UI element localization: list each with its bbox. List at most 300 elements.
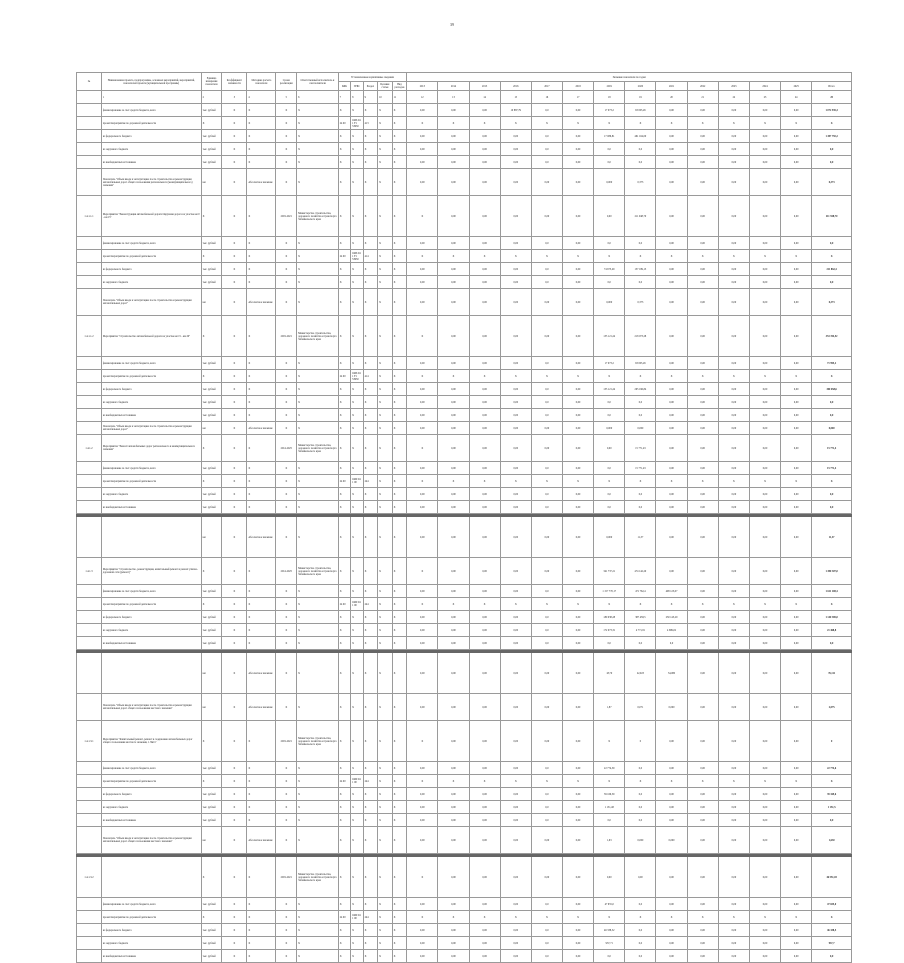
unit-cell: X xyxy=(201,435,222,462)
year-value-cell: 0,00 xyxy=(563,501,594,514)
year-value-cell: 0,00 xyxy=(407,422,438,435)
period-cell: X xyxy=(276,762,297,775)
year-value-cell: 0,00 xyxy=(438,435,469,462)
year-value-cell: X xyxy=(594,721,625,762)
year-value-cell: X xyxy=(438,117,469,130)
basis-cell: X xyxy=(378,435,393,462)
basis-cell: X xyxy=(378,156,393,169)
year-value-cell: 0,00 xyxy=(531,721,562,762)
header-year: 2022 xyxy=(687,82,718,91)
header-year: 2016 xyxy=(500,82,531,91)
year-value-cell: 0,00 xyxy=(656,237,687,250)
year-value-cell: 0,00 xyxy=(500,721,531,762)
year-value-cell: 0,00 xyxy=(407,156,438,169)
year-value-cell: X xyxy=(407,316,438,357)
header-period: Сроки реализации xyxy=(276,73,297,91)
year-value-cell: 0,00 xyxy=(718,801,749,814)
coef-cell: X xyxy=(222,517,247,558)
year-value-cell: 0,00 xyxy=(656,488,687,501)
year-value-cell: 0,00 xyxy=(718,517,749,558)
year-value-cell: 0,00 xyxy=(749,558,780,585)
year-value-cell: 0,00 xyxy=(438,196,469,237)
year-value-cell: 0,00 xyxy=(500,611,531,624)
year-value-cell: 0,00 xyxy=(500,488,531,501)
year-value-cell: 0,00 xyxy=(781,637,812,650)
basis-cell: X xyxy=(363,316,378,357)
table-row xyxy=(77,143,852,156)
year-value-cell: 14 xyxy=(469,91,500,104)
responsible-cell: X xyxy=(297,653,339,694)
year-value-cell: X xyxy=(500,775,531,788)
period-cell: X xyxy=(276,788,297,801)
method-cell: Абсолютное значение xyxy=(247,422,276,435)
year-value-cell: 0,00 xyxy=(656,898,687,911)
year-value-cell: 0,0 xyxy=(531,383,562,396)
year-value-cell: 0,00 xyxy=(563,409,594,422)
total-cell: X xyxy=(812,475,852,488)
table-row xyxy=(77,517,852,558)
unit-cell: тыс. рублей xyxy=(201,501,222,514)
year-value-cell: X xyxy=(531,475,562,488)
basis-cell: X xyxy=(351,237,363,250)
year-value-cell: 0,00 xyxy=(500,637,531,650)
total-cell: 300 658,6 xyxy=(812,383,852,396)
unit-cell: тыс. рублей xyxy=(201,814,222,827)
table-row xyxy=(77,130,852,143)
total-cell: 0,0 xyxy=(812,488,852,501)
year-value-cell: 0,00 xyxy=(407,611,438,624)
header-sub-col: ГРБС xyxy=(351,82,363,91)
period-cell: X xyxy=(276,775,297,788)
table-row xyxy=(77,169,852,196)
coef-cell: X xyxy=(222,276,247,289)
unit-cell: тыс. рублей xyxy=(201,409,222,422)
year-value-cell: 0,00 xyxy=(563,801,594,814)
year-value-cell: 0,00 xyxy=(749,827,780,854)
year-value-cell: 0,00 xyxy=(781,276,812,289)
row-name-cell: финансирование за счет средств бюджета, всего xyxy=(101,462,201,475)
year-value-cell: 0,00 xyxy=(749,422,780,435)
basis-cell: X xyxy=(392,383,407,396)
year-value-cell: 0,00 xyxy=(656,937,687,950)
year-value-cell: 0,00 xyxy=(469,396,500,409)
year-value-cell: 0,00 xyxy=(438,924,469,937)
basis-cell: X xyxy=(338,289,350,316)
year-value-cell: 0,00 xyxy=(718,937,749,950)
basis-cell: X xyxy=(392,156,407,169)
year-value-cell: 0,00 xyxy=(438,169,469,196)
year-value-cell: 0,00 xyxy=(687,653,718,694)
total-cell: 0,0 xyxy=(812,237,852,250)
year-value-cell: 18 xyxy=(594,91,625,104)
year-value-cell: 0,00 xyxy=(687,801,718,814)
year-value-cell: 0,00 xyxy=(687,104,718,117)
basis-cell: X xyxy=(378,911,393,924)
unit-cell: тыс. рублей xyxy=(201,788,222,801)
table-row xyxy=(77,488,852,501)
year-value-cell: 0,00 xyxy=(749,801,780,814)
total-cell: X xyxy=(812,598,852,611)
coef-cell: X xyxy=(222,801,247,814)
header-sub-col: Вид расходов xyxy=(392,82,407,91)
year-value-cell: 0,00 xyxy=(531,316,562,357)
responsible-cell: X xyxy=(297,370,339,383)
basis-cell: X xyxy=(351,721,363,762)
period-cell: X xyxy=(276,624,297,637)
year-value-cell: 0,000 xyxy=(594,517,625,558)
table-row xyxy=(77,409,852,422)
header-unit: Единица измерения показателя xyxy=(201,73,222,91)
year-value-cell: X xyxy=(407,775,438,788)
period-cell: X xyxy=(276,250,297,263)
basis-cell: X xyxy=(378,169,393,196)
basis-cell: X xyxy=(378,130,393,143)
year-value-cell: X xyxy=(625,775,656,788)
row-name-cell: из федерального бюджета xyxy=(101,611,201,624)
year-value-cell: 0,0 xyxy=(656,637,687,650)
year-value-cell: 0,00 xyxy=(656,558,687,585)
year-value-cell: X xyxy=(407,250,438,263)
basis-cell: X xyxy=(363,357,378,370)
basis-cell: X xyxy=(351,130,363,143)
year-value-cell: 0,00 xyxy=(718,156,749,169)
coef-cell: X xyxy=(222,827,247,854)
basis-cell: X xyxy=(363,558,378,585)
basis-cell: X xyxy=(363,169,378,196)
year-value-cell: 180 038,28 xyxy=(594,611,625,624)
year-value-cell: X xyxy=(687,117,718,130)
coef-cell: X xyxy=(222,435,247,462)
year-value-cell: 0,00 xyxy=(531,422,562,435)
period-cell: X xyxy=(276,898,297,911)
year-value-cell: 0,00 xyxy=(749,653,780,694)
year-value-cell: X xyxy=(531,775,562,788)
year-value-cell: 0,00 xyxy=(469,316,500,357)
year-value-cell: 17 073,2 xyxy=(594,357,625,370)
total-cell: 2,075 xyxy=(812,694,852,721)
year-value-cell: 0,00 xyxy=(687,827,718,854)
table-row xyxy=(77,289,852,316)
period-cell: X xyxy=(276,289,297,316)
table-row xyxy=(77,357,852,370)
method-cell: X xyxy=(247,143,276,156)
unit-cell: тыс. рублей xyxy=(201,488,222,501)
year-value-cell: 0,00 xyxy=(438,624,469,637)
year-value-cell: 0,00 xyxy=(781,558,812,585)
year-value-cell: 0,00 xyxy=(781,857,812,898)
table-row xyxy=(77,91,852,104)
coef-cell: X xyxy=(222,117,247,130)
year-value-cell: 0,00 xyxy=(656,721,687,762)
period-cell: 2019-2021 xyxy=(276,196,297,237)
period-cell: X xyxy=(276,396,297,409)
year-value-cell: 0,00 xyxy=(718,624,749,637)
year-value-cell: 0,00 xyxy=(563,169,594,196)
period-cell: X xyxy=(276,585,297,598)
year-value-cell: 0,00 xyxy=(718,653,749,694)
total-cell: 0 xyxy=(812,721,852,762)
basis-cell: X xyxy=(392,276,407,289)
year-value-cell: 0,00 xyxy=(749,637,780,650)
year-value-cell: 0,00 xyxy=(687,788,718,801)
year-value-cell: 0,0 xyxy=(531,814,562,827)
responsible-cell: X xyxy=(297,143,339,156)
year-value-cell: 0,00 xyxy=(531,653,562,694)
basis-cell: X xyxy=(392,475,407,488)
year-value-cell: 0,0 xyxy=(625,637,656,650)
basis-cell: X xyxy=(392,462,407,475)
table-row xyxy=(77,383,852,396)
method-cell: X xyxy=(247,156,276,169)
basis-cell: X xyxy=(351,585,363,598)
row-number-cell xyxy=(77,130,102,143)
basis-cell: X xyxy=(363,950,378,963)
basis-cell: X xyxy=(378,357,393,370)
year-value-cell: 0,00 xyxy=(500,156,531,169)
year-value-cell: X xyxy=(500,911,531,924)
period-cell: X xyxy=(276,370,297,383)
period-cell: X xyxy=(276,694,297,721)
year-value-cell: 0,00 xyxy=(656,289,687,316)
header-year: 2021 xyxy=(656,82,687,91)
table-row xyxy=(77,762,852,775)
table-row xyxy=(77,104,852,117)
coef-cell: X xyxy=(222,383,247,396)
year-value-cell: 0,00 xyxy=(563,585,594,598)
basis-cell: X xyxy=(351,396,363,409)
basis-cell: X xyxy=(363,488,378,501)
basis-cell: X xyxy=(392,653,407,694)
year-value-cell: 0,00 xyxy=(687,169,718,196)
coef-cell: X xyxy=(222,316,247,357)
year-value-cell: 0,00 xyxy=(469,104,500,117)
period-cell: X xyxy=(276,104,297,117)
year-value-cell: 0,00 xyxy=(625,857,656,898)
row-number-cell xyxy=(77,462,102,475)
responsible-cell: X xyxy=(297,156,339,169)
basis-cell: X xyxy=(338,462,350,475)
basis-cell: X xyxy=(392,924,407,937)
year-value-cell: 0,00 xyxy=(781,409,812,422)
row-name-cell: Показатель "Объем ввода в эксплуатацию после строительства и реконструкции автомобильных дорог общего пользования местного значения" xyxy=(101,694,201,721)
year-value-cell: 0,00 xyxy=(500,169,531,196)
year-value-cell: 0,000 xyxy=(625,422,656,435)
year-value-cell: X xyxy=(625,370,656,383)
basis-cell: X xyxy=(338,104,350,117)
year-value-cell: 0,00 xyxy=(563,517,594,558)
period-cell: X xyxy=(276,422,297,435)
year-value-cell: X xyxy=(438,250,469,263)
header-year: 2013 xyxy=(407,82,438,91)
total-cell: 47 655,0 xyxy=(812,898,852,911)
basis-cell: 24 00 xyxy=(338,117,350,130)
year-value-cell: 0,00 xyxy=(656,383,687,396)
basis-cell: 24 00 xyxy=(338,598,350,611)
year-value-cell: 0,00 xyxy=(781,130,812,143)
year-value-cell: 0,00 xyxy=(781,585,812,598)
year-value-cell: 0,00 xyxy=(563,435,594,462)
basis-cell: X xyxy=(338,196,350,237)
basis-cell: X xyxy=(338,130,350,143)
basis-cell: X xyxy=(392,169,407,196)
basis-cell: X xyxy=(363,611,378,624)
basis-cell: 24 00 xyxy=(338,370,350,383)
row-number-cell xyxy=(77,585,102,598)
year-value-cell: 0,00 xyxy=(718,694,749,721)
year-value-cell: 0,00 xyxy=(781,422,812,435)
year-value-cell: 0,00 xyxy=(656,422,687,435)
row-number-cell xyxy=(77,143,102,156)
year-value-cell: 0,00 xyxy=(781,263,812,276)
coef-cell: X xyxy=(222,143,247,156)
year-value-cell: 461 164,00 xyxy=(625,130,656,143)
year-value-cell: 18,70 xyxy=(594,653,625,694)
year-value-cell: 0,0 xyxy=(594,488,625,501)
basis-cell: X xyxy=(378,237,393,250)
basis-cell: X xyxy=(378,924,393,937)
year-value-cell: 0,00 xyxy=(469,357,500,370)
year-value-cell: 0,0 xyxy=(625,814,656,827)
coef-cell: X xyxy=(222,721,247,762)
basis-cell: X xyxy=(378,316,393,357)
basis-cell: X xyxy=(363,156,378,169)
row-name-cell: из окружного бюджета xyxy=(101,143,201,156)
year-value-cell: X xyxy=(438,598,469,611)
year-value-cell: 0,0 xyxy=(625,501,656,514)
year-value-cell: 0,00 xyxy=(531,289,562,316)
year-value-cell: 0,00 xyxy=(749,788,780,801)
basis-cell: X xyxy=(363,517,378,558)
year-value-cell: 0,00 xyxy=(500,462,531,475)
year-value-cell: X xyxy=(781,598,812,611)
year-value-cell: 0,00 xyxy=(469,898,500,911)
basis-cell: X xyxy=(392,775,407,788)
year-value-cell: X xyxy=(749,250,780,263)
year-value-cell: 0,00 xyxy=(781,611,812,624)
period-cell: X xyxy=(276,827,297,854)
total-cell: 22 774,6 xyxy=(812,762,852,775)
basis-cell: 24 00 xyxy=(338,475,350,488)
basis-cell: X xyxy=(351,143,363,156)
coef-cell: X xyxy=(222,357,247,370)
basis-cell: 10 xyxy=(378,91,393,104)
table-row xyxy=(77,775,852,788)
year-value-cell: 0,0 xyxy=(531,585,562,598)
row-number-cell xyxy=(77,370,102,383)
method-cell: X xyxy=(247,775,276,788)
row-number-cell xyxy=(77,289,102,316)
basis-cell: X xyxy=(378,611,393,624)
year-value-cell: 0,00 xyxy=(687,924,718,937)
coef-cell: X xyxy=(222,857,247,898)
year-value-cell: 0,00 xyxy=(718,130,749,143)
row-name-cell: Мероприятие "Реконструкция автомобильной дороги Окружная дорога на участке км 0 - км 15" xyxy=(101,196,201,237)
year-value-cell: 0,00 xyxy=(687,409,718,422)
basis-cell: X xyxy=(378,558,393,585)
period-cell: X xyxy=(276,156,297,169)
year-value-cell: 22 774,59 xyxy=(594,762,625,775)
method-cell: X xyxy=(247,383,276,396)
basis-cell: X xyxy=(338,435,350,462)
period-cell: X xyxy=(276,517,297,558)
method-cell: X xyxy=(247,316,276,357)
year-value-cell: 0,00 xyxy=(407,289,438,316)
year-value-cell: 0,00 xyxy=(749,396,780,409)
row-number-cell xyxy=(77,156,102,169)
year-value-cell: 0,00 xyxy=(563,383,594,396)
row-name-cell: проект/мероприятие по дорожной деятельности xyxy=(101,250,201,263)
year-value-cell: 0,000 xyxy=(656,827,687,854)
basis-cell: X xyxy=(363,857,378,898)
year-value-cell: X xyxy=(563,598,594,611)
row-number-cell xyxy=(77,937,102,950)
basis-cell: X xyxy=(351,316,363,357)
basis-cell: X xyxy=(378,117,393,130)
year-value-cell: 0,00 xyxy=(469,558,500,585)
total-cell: 21 468,8 xyxy=(812,624,852,637)
unit-cell: тыс. рублей xyxy=(201,156,222,169)
row-number-cell: 1.4.1.3 xyxy=(77,558,102,585)
year-value-cell: 0,00 xyxy=(469,611,500,624)
basis-cell: 0406 04 1 F1 53930 xyxy=(351,250,363,263)
basis-cell: X xyxy=(378,775,393,788)
year-value-cell: 0,00 xyxy=(563,104,594,117)
year-value-cell: 0,0 xyxy=(531,624,562,637)
year-value-cell: X xyxy=(656,911,687,924)
table-row xyxy=(77,911,852,924)
year-value-cell: 0,00 xyxy=(781,435,812,462)
year-value-cell: 0,00 xyxy=(749,488,780,501)
coef-cell: X xyxy=(222,104,247,117)
year-value-cell: 0,00 xyxy=(687,950,718,963)
row-number-cell: 1.4.1.3.2 xyxy=(77,857,102,898)
year-value-cell: 15 771,43 xyxy=(625,462,656,475)
year-value-cell: 0,00 xyxy=(469,409,500,422)
year-value-cell: 0,00 xyxy=(407,143,438,156)
year-value-cell: 0,00 xyxy=(469,637,500,650)
year-value-cell: 0,00 xyxy=(563,263,594,276)
row-name-cell xyxy=(101,857,201,898)
row-name-cell: проект/мероприятие по дорожной деятельности xyxy=(101,911,201,924)
period-cell: X xyxy=(276,924,297,937)
year-value-cell: 0,0 xyxy=(531,501,562,514)
unit-cell: тыс. рублей xyxy=(201,143,222,156)
method-cell: Абсолютное значение xyxy=(247,827,276,854)
total-cell: 46 338,5 xyxy=(812,924,852,937)
program-table-sheet xyxy=(76,72,852,963)
basis-cell: X xyxy=(378,814,393,827)
year-value-cell: 0,00 xyxy=(687,694,718,721)
year-value-cell: 39 169,59 xyxy=(594,788,625,801)
year-value-cell: 0,00 xyxy=(469,169,500,196)
row-name-cell xyxy=(101,653,201,694)
year-value-cell: 0,00 xyxy=(718,396,749,409)
basis-cell: X xyxy=(351,624,363,637)
coef-cell: X xyxy=(222,130,247,143)
year-value-cell: 498 123,07 xyxy=(656,585,687,598)
year-value-cell: 0,00 xyxy=(781,156,812,169)
year-value-cell: 0,00 xyxy=(469,585,500,598)
year-value-cell: X xyxy=(469,117,500,130)
year-value-cell: 0,00 xyxy=(407,276,438,289)
basis-cell: X xyxy=(392,911,407,924)
year-value-cell: 0,00 xyxy=(407,357,438,370)
year-value-cell: 0,00 xyxy=(656,156,687,169)
year-value-cell: 0,0 xyxy=(531,396,562,409)
responsible-cell: X xyxy=(297,827,339,854)
basis-cell: X xyxy=(392,117,407,130)
basis-cell: X xyxy=(363,276,378,289)
